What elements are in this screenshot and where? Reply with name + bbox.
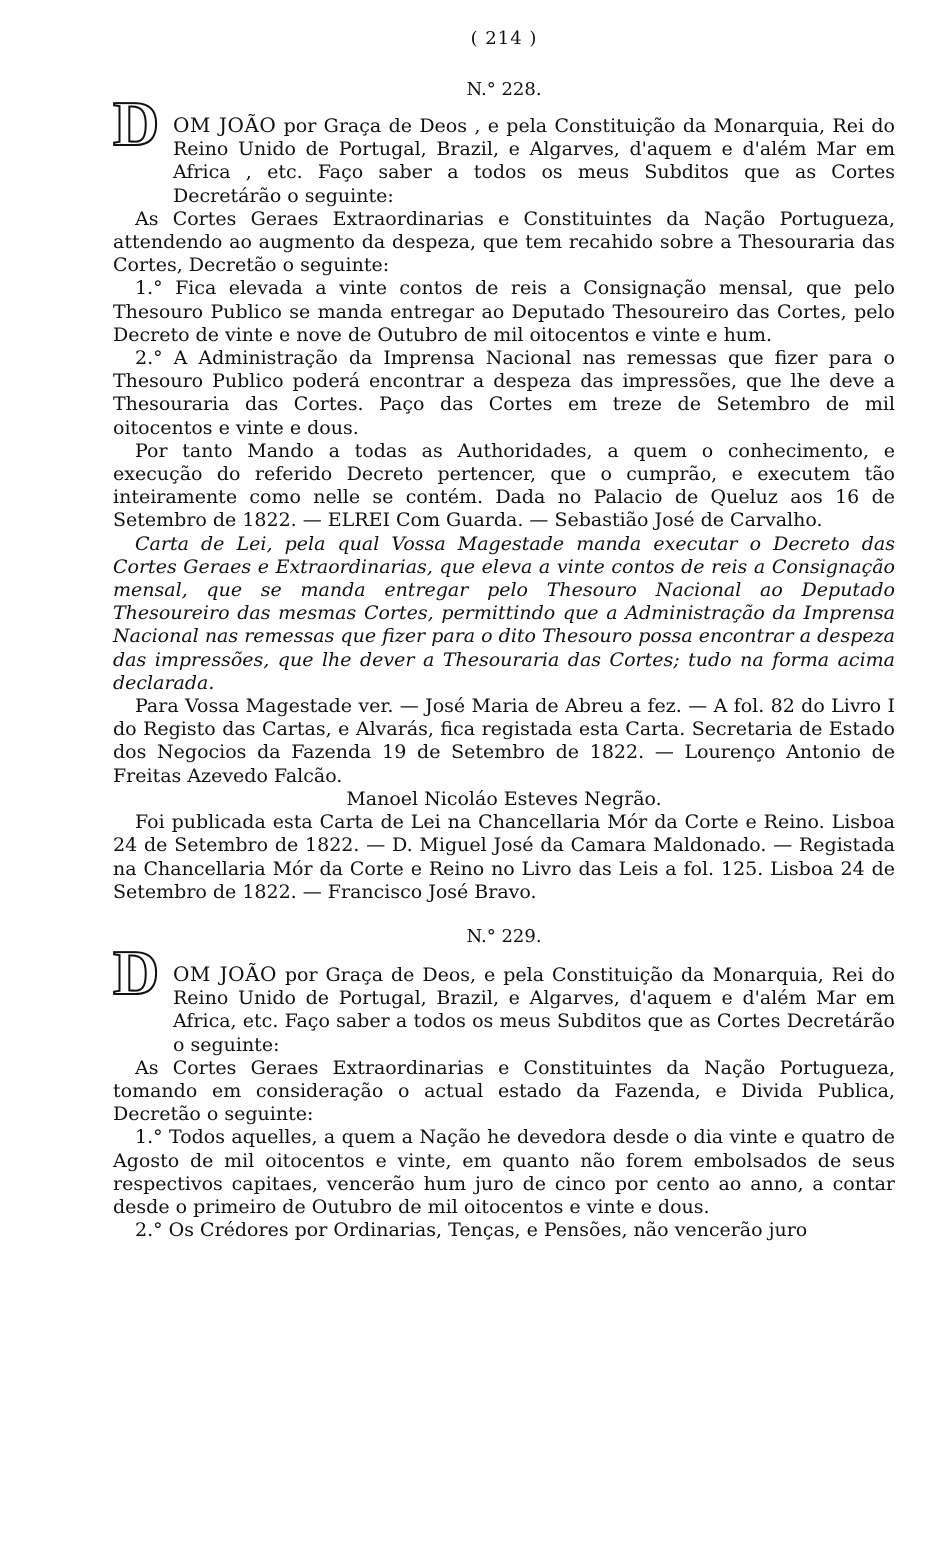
opening-text: por Graça de Deos , e pela Constituição da Monarquia, Rei do Reino Unido de Portugal, Brazil, e Algarves, d'aquem e d'além Mar em Africa , etc. Faço saber a todos os meus Subditos que as Cortes Decretárão o seguinte: <box>173 115 895 207</box>
decree-228 <box>113 79 895 904</box>
mandate-paragraph: Por tanto Mando a todas as Authoridades, a quem o conhecimento, e execução do referido Decreto pertencer, que o cumprão, e executem tão inteiramente como nelle se contém. Dada no Palacio de Queluz aos 16 de Setembro de 1822. — ELREI Com Guarda. — Sebastião José de Carvalho. <box>113 439 895 532</box>
article-1-paragraph: 1.° Fica elevada a vinte contos de reis a Consignação mensal, que pelo Thesouro Publico se manda entregar ao Deputado Thesoureiro das Cortes, pelo Decreto de vinte e nove de Outubro de mil oitocentos e vinte e hum. <box>113 277 895 346</box>
page-number: ( 214 ) <box>470 28 538 49</box>
decree-number: N.° 228. <box>466 79 542 100</box>
drop-cap: D <box>113 88 160 159</box>
opening-lead: OM JOÃO <box>173 961 277 986</box>
registration-paragraph: Para Vossa Magestade ver. — José Maria de Abreu a fez. — A fol. 82 do Livro I do Registo das Cartas, e Alvarás, fica registada esta Carta. Secretaria de Estado dos Negocios da Fazenda 19 de Setembro de 1822. — Lourenço Antonio de Freitas Azevedo Falcão. <box>113 695 895 787</box>
article-2-paragraph: 2.° Os Crédores por Ordinarias, Tenças, e Pensões, não vencerão juro <box>135 1219 808 1242</box>
signatory-line: Manoel Nicoláo Esteves Negrão. <box>346 787 662 810</box>
decree-number: N.° 229. <box>466 925 542 947</box>
opening-lead: OM JOÃO <box>173 113 277 137</box>
preamble-paragraph: As Cortes Geraes Extraordinarias e Constituintes da Nação Portugueza, tomando em consideração o actual estado da Fazenda, e Divida Publica, Decretão o seguinte: <box>113 1056 895 1126</box>
drop-cap: D <box>113 936 160 1008</box>
decree-229 <box>113 926 895 1242</box>
opening-text: por Graça de Deos, e pela Constituição da Monarquia, Rei do Reino Unido de Portugal, Brazil, e Algarves, d'aquem e d'além Mar em Africa, etc. Faço saber a todos os meus Subditos que as Cortes Decretárão o seguinte: <box>173 963 895 1056</box>
document-page <box>113 28 895 1242</box>
preamble-paragraph: As Cortes Geraes Extraordinarias e Constituintes da Nação Portugueza, attendendo ao augmento da despeza, que tem recahido sobre a Thesouraria das Cortes, Decretão o seguinte: <box>113 207 895 277</box>
article-2-paragraph: 2.° A Administração da Imprensa Nacional nas remessas que fizer para o Thesouro Publico poderá encontrar a despeza das impressões, que lhe deve a Thesouraria das Cortes. Paço das Cortes em treze de Setembro de mil oitocentos e vinte e dous. <box>113 347 895 439</box>
publication-paragraph: Foi publicada esta Carta de Lei na Chancellaria Mór da Corte e Reino. Lisboa 24 de Setembro de 1822. — D. Miguel José da Camara Maldonado. — Registada na Chancellaria Mór da Corte e Reino no Livro das Leis a fol. 125. Lisboa 24 de Setembro de 1822. — Francisco José Bravo. <box>113 811 895 903</box>
article-1-paragraph: 1.° Todos aquelles, a quem a Nação he devedora desde o dia vinte e quatro de Agosto de mil oitocentos e vinte, em quanto não forem embolsados de seus respectivos capitaes, vencerão hum juro de cinco por cento ao anno, a contar desde o primeiro de Outubro de mil oitocentos e vinte e dous. <box>113 1126 895 1218</box>
summary-paragraph: Carta de Lei, pela qual Vossa Magestade manda executar o Decreto das Cortes Geraes e Extraordinarias, que eleva a vinte contos de reis a Consignação mensal, que se manda entregar pelo Thesouro Nacional ao Deputado Thesoureiro das mesmas Cortes, permittindo que a Administração da Imprensa Nacional nas remessas que fizer para o dito Thesouro possa encontrar a despeza das impressões, que lhe dever a Thesouraria das Cortes; tudo na forma acima declarada. <box>113 532 895 694</box>
